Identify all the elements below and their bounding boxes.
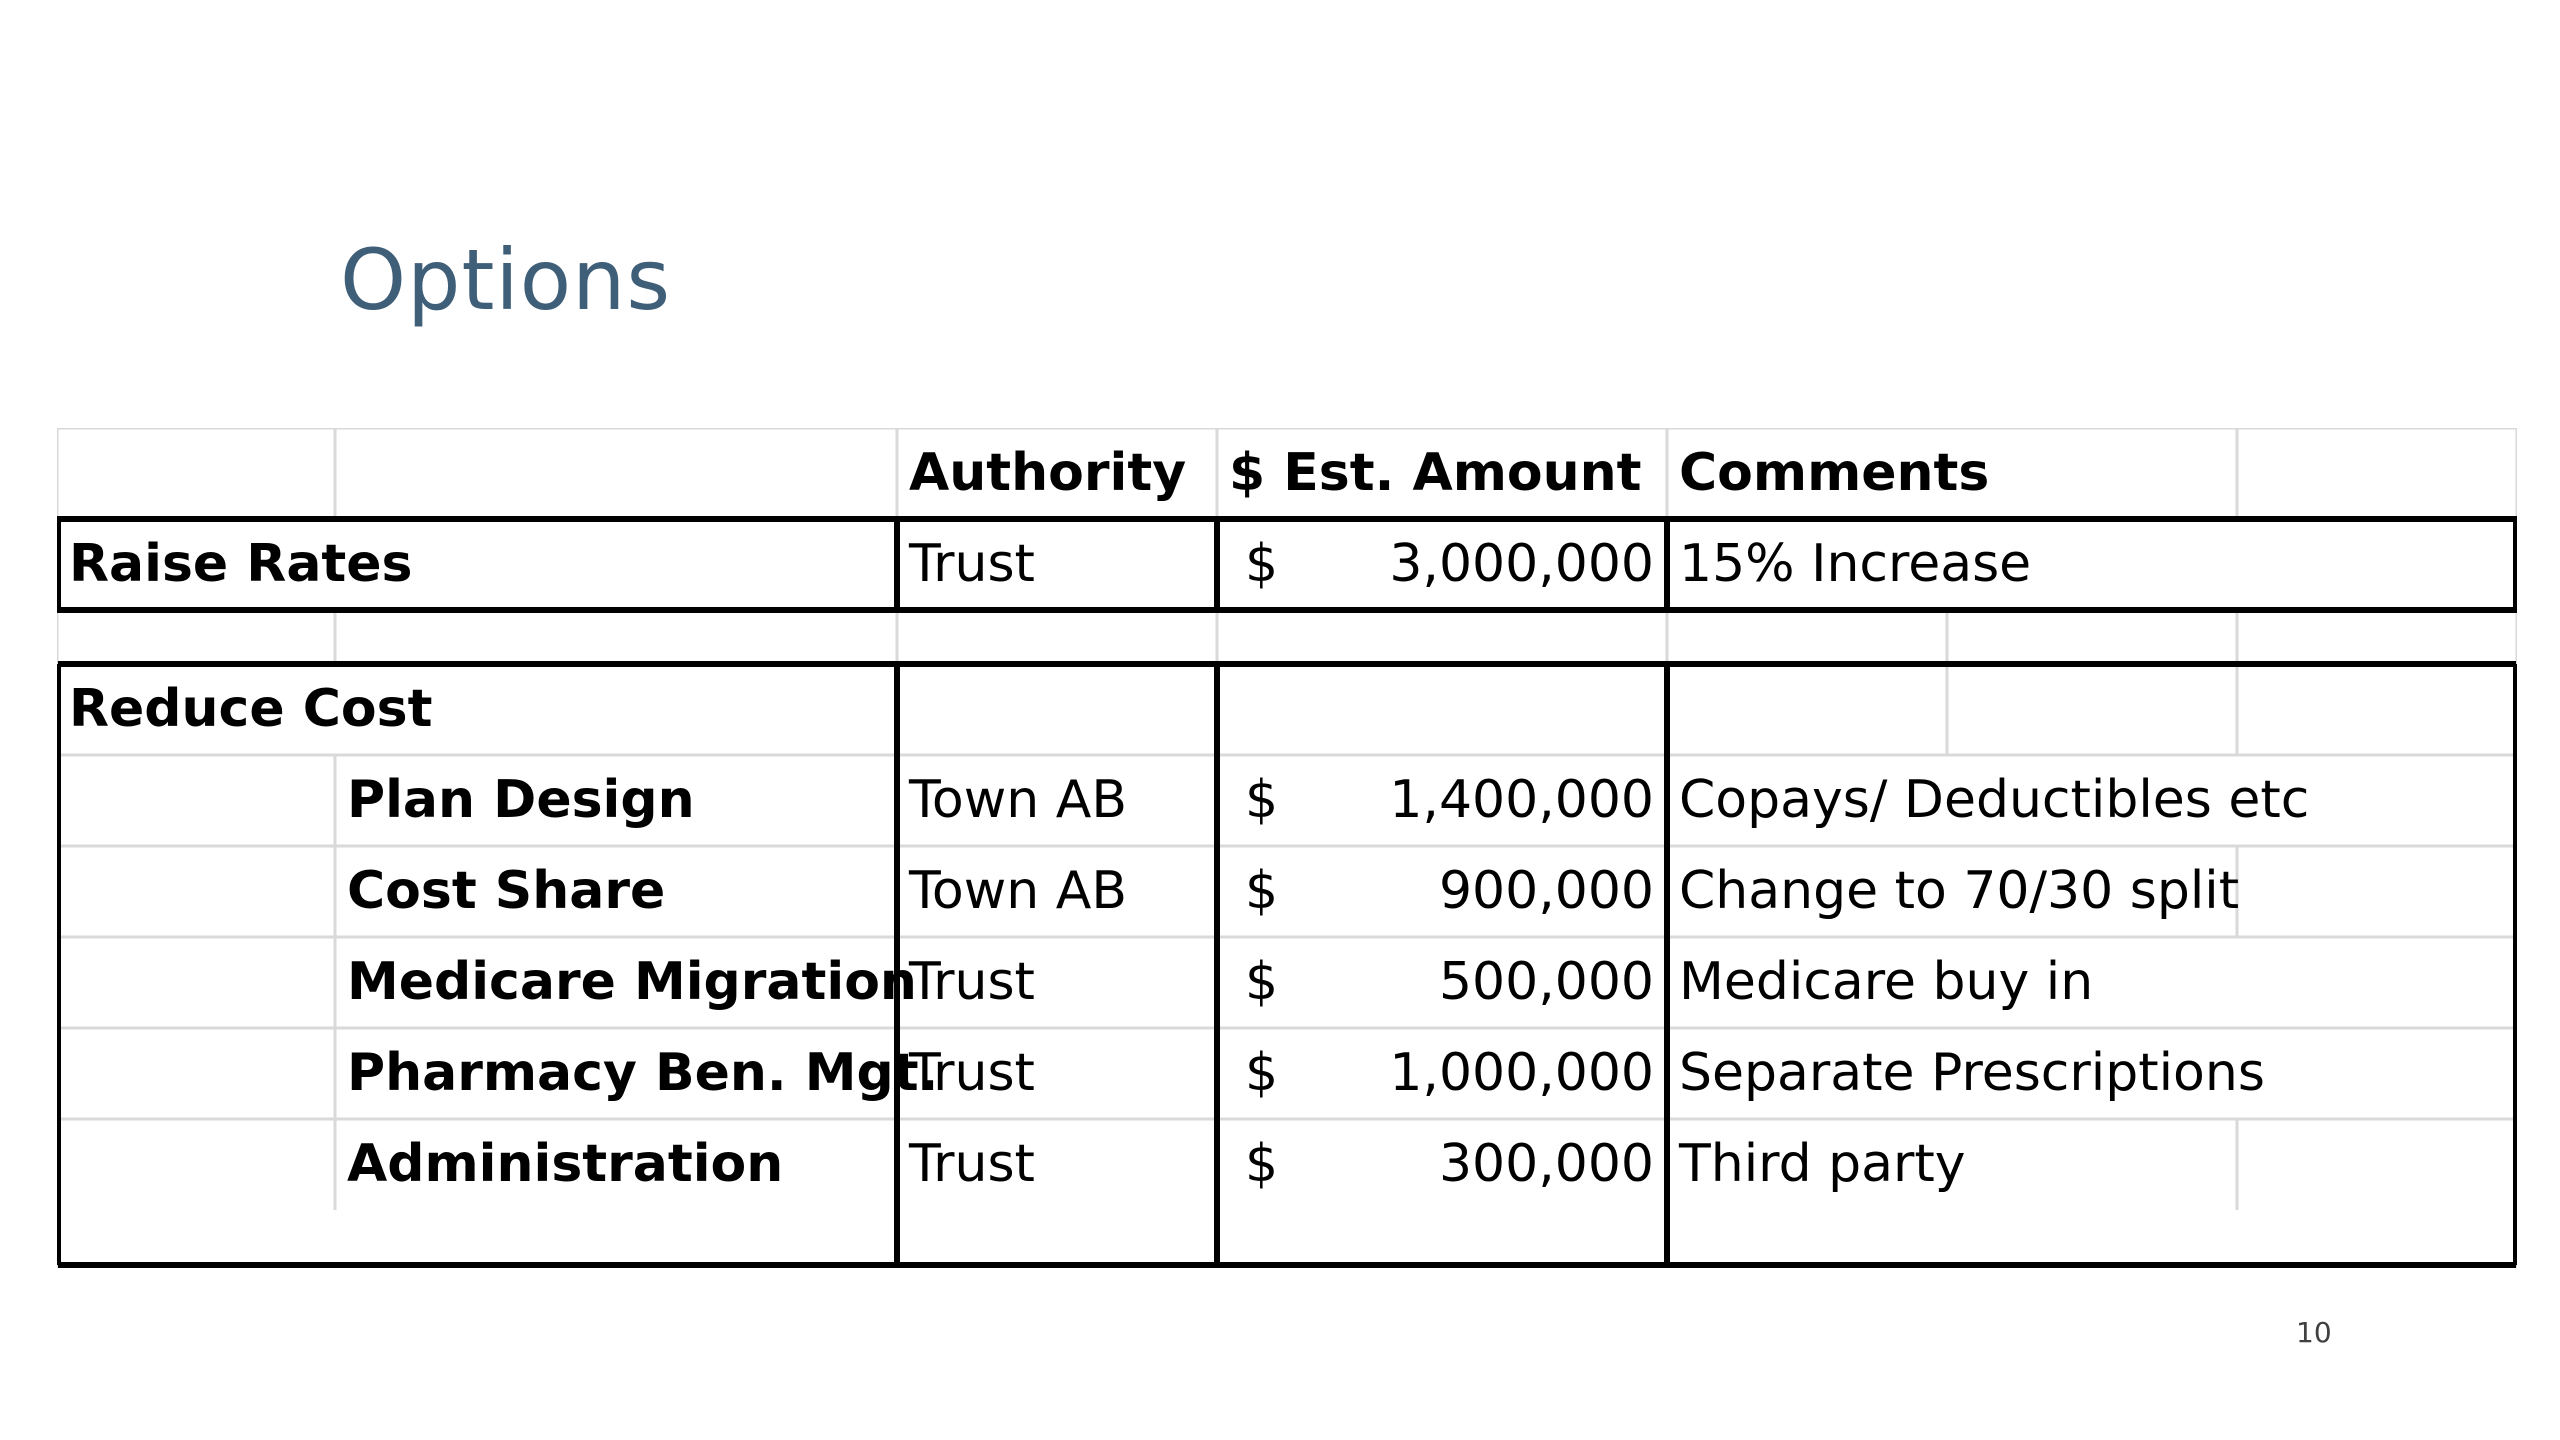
table-row-reduce-cost (57, 664, 2517, 755)
header-comments: Comments (1679, 443, 1990, 503)
item-label: Pharmacy Ben. Mgt. (347, 1043, 939, 1103)
item-label: Plan Design (347, 770, 695, 830)
table-header-row (57, 428, 2517, 519)
item-authority: Trust (909, 952, 1035, 1012)
item-comment: Separate Prescriptions (1679, 1043, 2265, 1103)
header-authority: Authority (909, 443, 1187, 503)
item-authority: Trust (909, 1134, 1035, 1194)
item-amount: 900,000 (1438, 861, 1654, 921)
page-number: 10 (2296, 1316, 2332, 1349)
item-amount: 1,000,000 (1389, 1043, 1654, 1103)
table-row (57, 1119, 2517, 1210)
item-label: Administration (347, 1134, 784, 1194)
item-amount: 500,000 (1438, 952, 1654, 1012)
raise-rates-authority: Trust (909, 534, 1035, 594)
reduce-cost-label: Reduce Cost (69, 679, 433, 739)
raise-rates-label: Raise Rates (69, 534, 413, 594)
item-currency: $ (1245, 1043, 1279, 1103)
table-row (57, 937, 2517, 1028)
header-amount: $ Est. Amount (1229, 443, 1642, 503)
item-currency: $ (1245, 952, 1279, 1012)
raise-rates-comment: 15% Increase (1679, 534, 2032, 594)
table-row-raise-rates (57, 519, 2517, 610)
item-label: Cost Share (347, 861, 666, 921)
item-authority: Town AB (909, 861, 1128, 921)
slide-title: Options (340, 231, 672, 329)
table-row (57, 1028, 2517, 1119)
item-currency: $ (1245, 1134, 1279, 1194)
item-comment: Third party (1679, 1134, 1966, 1194)
raise-rates-amount: 3,000,000 (1389, 534, 1654, 594)
item-amount: 300,000 (1438, 1134, 1654, 1194)
item-comment: Medicare buy in (1679, 952, 2094, 1012)
table-row (57, 846, 2517, 937)
item-currency: $ (1245, 861, 1279, 921)
item-label: Medicare Migration (347, 952, 917, 1012)
item-amount: 1,400,000 (1389, 770, 1654, 830)
item-authority: Town AB (909, 770, 1128, 830)
table-row (57, 755, 2517, 846)
raise-rates-currency: $ (1245, 534, 1279, 594)
item-comment: Change to 70/30 split (1679, 861, 2240, 921)
item-authority: Trust (909, 1043, 1035, 1103)
item-currency: $ (1245, 770, 1279, 830)
item-comment: Copays/ Deductibles etc (1679, 770, 2310, 830)
